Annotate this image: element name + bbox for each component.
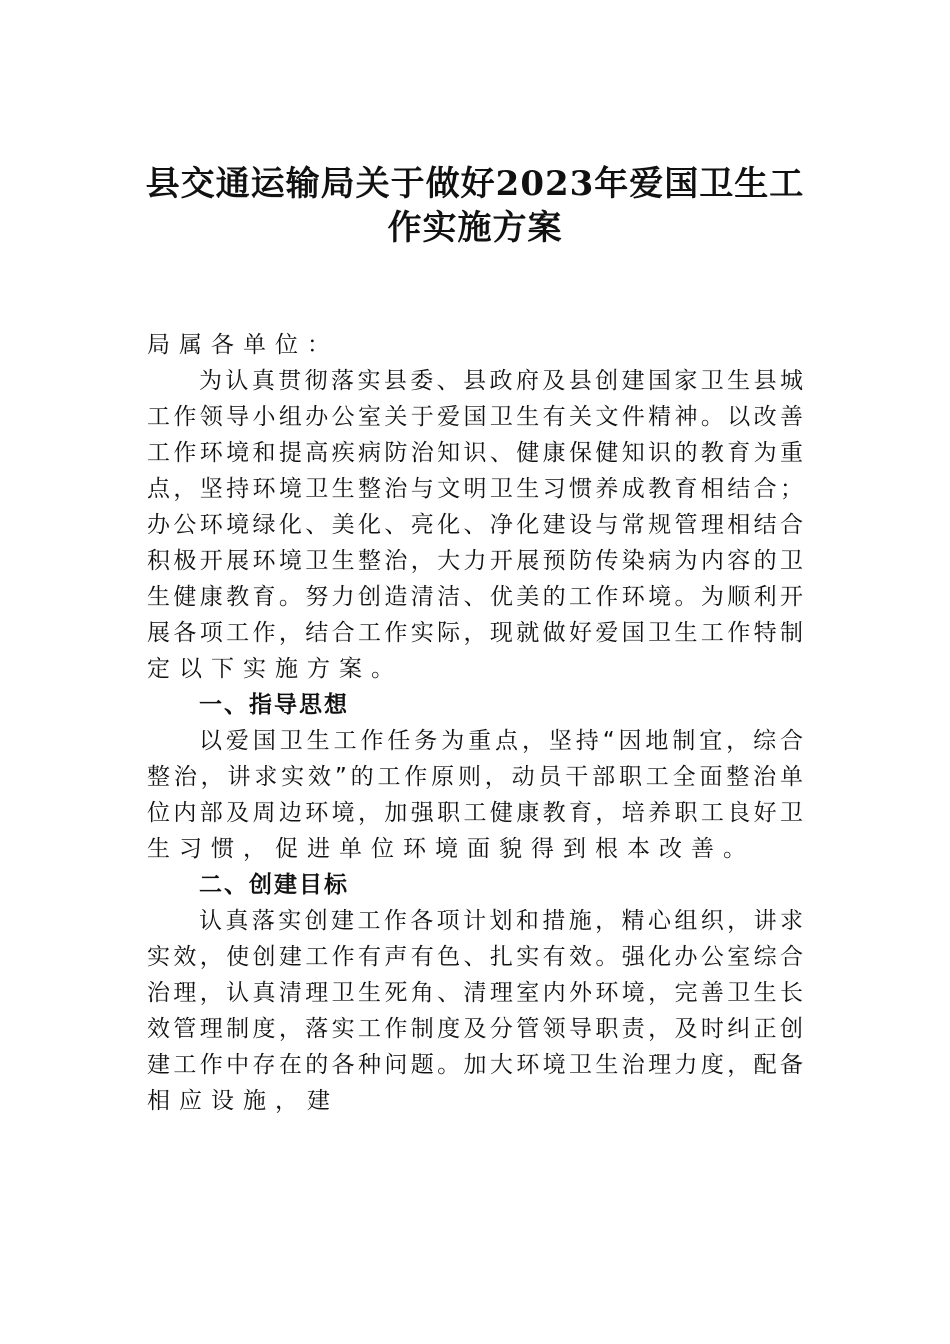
paragraph-line: 实效，使创建工作有声有色、扎实有效。强化办公室综合 bbox=[147, 944, 803, 970]
paragraph bbox=[147, 903, 803, 1119]
paragraph-line: 积极开展环境卫生整治，大力开展预防传染病为内容的卫 bbox=[147, 548, 803, 574]
salutation: 局属各单位： bbox=[147, 332, 339, 358]
paragraph-line: 为认真贯彻落实县委、县政府及县创建国家卫生县城 bbox=[199, 368, 803, 394]
paragraph-line: 以爱国卫生工作任务为重点，坚持“因地制宜，综合 bbox=[199, 728, 803, 754]
heading-text: 二、创建目标 bbox=[199, 872, 349, 898]
paragraph bbox=[147, 363, 803, 687]
document-title-line-2: 作实施方案 bbox=[387, 208, 563, 248]
paragraph-line: 相应设施，建 bbox=[147, 1088, 339, 1114]
paragraph-line: 点，坚持环境卫生整治与文明卫生习惯养成教育相结合； bbox=[147, 476, 803, 502]
paragraph-line: 建工作中存在的各种问题。加大环境卫生治理力度，配备 bbox=[147, 1052, 803, 1078]
paragraph-line: 展各项工作，结合工作实际，现就做好爱国卫生工作特制 bbox=[147, 620, 803, 646]
paragraph-line: 效管理制度，落实工作制度及分管领导职责，及时纠正创 bbox=[147, 1016, 803, 1042]
paragraph-line: 定以下实施方案。 bbox=[147, 656, 403, 682]
paragraph-line: 位内部及周边环境，加强职工健康教育，培养职工良好卫 bbox=[147, 800, 803, 826]
document-title-line-1: 县交通运输局关于做好2023年爱国卫生工 bbox=[145, 164, 805, 204]
paragraph-line: 生健康教育。努力创造清洁、优美的工作环境。为顺利开 bbox=[147, 584, 803, 610]
section-heading bbox=[147, 687, 803, 723]
section-heading bbox=[147, 867, 803, 903]
paragraph-line: 整治，讲求实效”的工作原则，动员干部职工全面整治单 bbox=[147, 764, 803, 790]
heading-text: 一、指导思想 bbox=[199, 692, 349, 718]
paragraph-line: 工作环境和提高疾病防治知识、健康保健知识的教育为重 bbox=[147, 440, 803, 466]
paragraph-line: 认真落实创建工作各项计划和措施，精心组织，讲求 bbox=[199, 908, 803, 934]
paragraph-line: 工作领导小组办公室关于爱国卫生有关文件精神。以改善 bbox=[147, 404, 803, 430]
paragraph-line: 办公环境绿化、美化、亮化、净化建设与常规管理相结合 bbox=[147, 512, 803, 538]
document-body bbox=[147, 327, 803, 1119]
paragraph bbox=[147, 723, 803, 867]
paragraph-line: 生习惯，促进单位环境面貌得到根本改善。 bbox=[147, 836, 755, 862]
paragraph-line: 治理，认真清理卫生死角、清理室内外环境，完善卫生长 bbox=[147, 980, 803, 1006]
